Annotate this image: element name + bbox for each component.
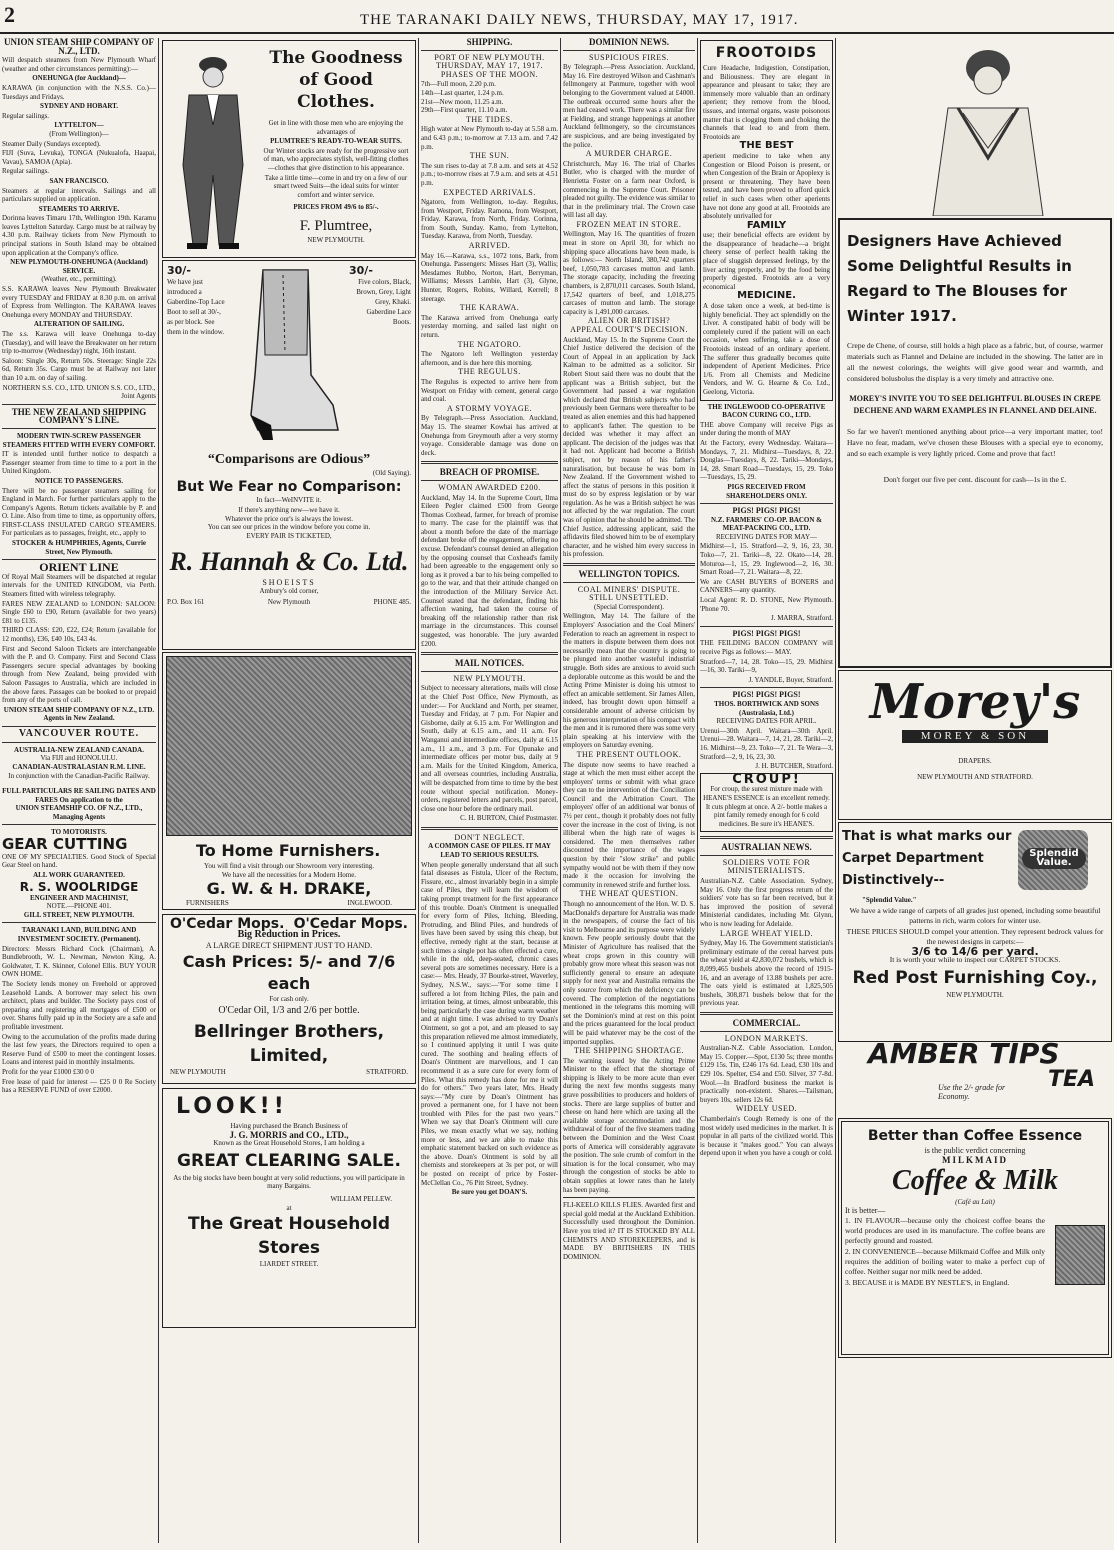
heading: ALTERATION OF SAILING. — [33, 320, 125, 329]
text: THESE PRICES SHOULD compel your attention. They represent bedrock values for the newest designs in carpets:— — [846, 926, 1104, 946]
heading: ORIENT LINE — [39, 560, 119, 575]
divider — [421, 480, 558, 481]
text: Though no announcement of the Hon. W. D. S. MacDonald's departure for Australia was made in the newspapers, of course the fact of his visit to Melbourne and its purpose were widely known. Few people seriously doubt that the Minister of Agriculture has realised that the wheat crops grown in this country will probably grow more wheat this season was not sufficiently general to ensure an adequate supply for next year and Australia remains the only source from which the deficiency can be covered. The completion of the negotiations mentioned in the telegrams this morning will set the Dominion's mind at rest on this point and the prices guaranteed for the local product will be paid whatever may be the cost of the imported supplies. — [563, 900, 695, 1046]
heading: THE KARAWA. — [459, 303, 520, 313]
column-shipping-ads — [2, 38, 156, 1546]
household-stores-ad — [162, 1088, 416, 1328]
ad-headline: O'Cedar Mops. — [170, 916, 285, 932]
text: aperient medicine to take when any Congestion or Blood Poison is present, or when Congestion of the Brain or Apoplexy is present or threatening. They have been tested, and have been proved to afford quick relief in such cases when other aperients have not done any good at all. Frootoids are absolutely unrivalled for — [703, 151, 830, 221]
ad-name: G. W. & H. DRAKE, — [206, 879, 372, 899]
text: EVERY PAIR IS TICKETED, — [246, 531, 332, 540]
heading: ALIEN OR BRITISH? — [587, 316, 671, 326]
text: A LARGE DIRECT SHIPMENT JUST TO HAND. — [205, 941, 373, 951]
text: We have just introduced a Gaberdine-Top Lace Boot to sell at 30/-, as per block. See them in the window. — [167, 277, 225, 336]
text: P.O. Box 161 — [167, 597, 205, 606]
croup-ad — [700, 773, 833, 833]
text: Will despatch steamers from New Plymouth Wharf (weather and other circumstances permitting):— — [2, 56, 156, 73]
ad-headline: O'Cedar Mops. — [293, 916, 408, 932]
heading: FROZEN MEAT IN STORE. — [576, 219, 682, 229]
heading: UNION STEAMSHIP CO. OF N.Z., LTD., Managing Agents — [15, 804, 143, 821]
price: 30/- — [167, 264, 191, 277]
heading: PIGS! PIGS! PIGS! — [732, 506, 801, 516]
section-title: MAIL NOTICES. — [454, 658, 525, 669]
text: (Special Correspondent). — [594, 602, 664, 611]
ad-headline: CROUP! — [732, 772, 801, 787]
text: The Ngatoro left Wellington yesterday afternoon, and is due here this morning. — [421, 350, 558, 367]
section-title: BREACH OF PROMISE. — [439, 467, 540, 478]
ad-headline: LOOK!! — [176, 1094, 288, 1119]
splendid-value-badge: Splendid Value. — [1022, 848, 1086, 869]
text: 1. IN FLAVOUR—because only the choicest coffee beans the world produces are used in its manufacture. The coffee beans are perfectly ground and roasted. — [845, 1216, 1045, 1246]
text: RECEIVING DATES FOR APRIL. — [716, 717, 817, 726]
text: Five colors, Black, Brown, Grey, Light Grey, Khaki. Gaberdine Lace Boots. — [356, 277, 411, 326]
text: Christchurch, May 16. The trial of Charles Butler, who is charged with the murder of Henrietta Foster on a farm near Oxford, is commencing in the Supreme Court. Prisoner pleaded not guilty. The evidence was similar to that in the preliminary trial. The Crown case will last all day. — [563, 159, 695, 220]
text: THIRD CLASS: £20, £22, £24; Return (available for 12 months), £36, £40 10s, £43 4s. — [2, 626, 156, 643]
text: S.S. KARAWA leaves New Plymouth Breakwater every TUESDAY and FRIDAY at 8.30 p.m. on arrival of Express from Wellington. The KARAWA leaves Onehunga every MONDAY and THURSDAY. — [2, 285, 156, 319]
text: NEW PLYMOUTH AND STRATFORD. — [917, 773, 1033, 782]
section-title: AUSTRALIAN NEWS. — [721, 842, 812, 853]
text: KARAWA (in conjunction with the N.S.S. Co.)—Tuesdays and Fridays. — [2, 83, 156, 101]
section-title: WELLINGTON TOPICS. — [578, 569, 680, 580]
text: Local Agent: R. D. STONE, New Plymouth. 'Phone 70. — [700, 596, 833, 613]
coffee-milk-logo: Coffee & Milk — [892, 1165, 1058, 1197]
ad-headline: FROOTOIDS — [715, 45, 818, 61]
plumtree-ad — [162, 40, 416, 258]
text: NEW PLYMOUTH. — [946, 990, 1004, 999]
text: MILKMAID — [942, 1154, 1008, 1165]
text: Wellington, May 14. The failure of the Employers' Association and the Coal Miners' Federation to reach an agreement in respect to the matters in dispute between them does not necessarily mean that the country is going to be plunged into another wasteful industrial struggle. Both sides are anxious to avoid such a deplorable outcome as this would be and the Acting Prime Minister is doing his utmost to effect an amicable settlement. Sir James Allen, indeed, has brought down upon himself a considerable amount of adverse criticism by his generous interpretation of his compact with the men and it is rumored there was some very plain speaking at his interview with the employers on Saturday evening. — [563, 612, 695, 750]
heading: AUSTRALIA-NEW ZEALAND CANADA. — [14, 745, 144, 754]
text: (From Wellington)— — [49, 129, 109, 138]
text: NOTE.—PHONE 401. — [46, 902, 112, 911]
text: 7th—Full moon, 2.20 p.m. 14th—Last quarter, 1.24 p.m. 21st—New moon, 11.25 a.m. 29th—First quarter, 11.10 a.m. — [421, 80, 508, 115]
woman-blouse-illustration — [838, 38, 1112, 216]
text: 3. BECAUSE it is MADE BY NESTLE'S, in England. — [845, 1278, 1010, 1288]
divider — [421, 50, 558, 51]
text: We are CASH BUYERS of BONERS and CANNERS—any quantity. — [700, 577, 833, 595]
divider — [2, 428, 156, 429]
divider — [421, 461, 558, 464]
text: The Karawa arrived from Onehunga early yesterday morning, and sailed last night on return. — [421, 313, 558, 339]
text: It is better— — [845, 1205, 886, 1215]
heading: UNION STEAM SHIP COMPANY OF N.Z., LTD. — [3, 38, 154, 56]
heading: EXPECTED ARRIVALS. — [443, 187, 536, 197]
text: Free lease of paid for interest — £25 0 0 Re Society has a RESERVE FUND of over £2000. — [2, 1077, 156, 1095]
text: STRATFORD. — [366, 1067, 408, 1076]
column-advertisements — [162, 38, 416, 1546]
text: High water at New Plymouth to-day at 5.58 a.m. and 6.43 p.m.; to-morrow at 7.13 a.m. and 7.42 p.m. — [421, 125, 558, 151]
text: Ambury's old corner, — [259, 587, 319, 596]
divider — [700, 687, 833, 688]
heading: PIGS! PIGS! PIGS! — [732, 628, 801, 638]
moreys-logo: Morey's — [869, 674, 1081, 730]
heading: WOMAN AWARDED £200. — [438, 482, 541, 492]
text: Urenui—30th April. Waitara—30th April. Urenui—28. Waitara—7, 14, 21, 28. Tariki—2, 16. Midhirst—9, 23. Toko—7, 21. Te Wera—3, Stratford—2, 9, 16, 23, 30. — [700, 726, 833, 761]
text: In conjunction with the Canadian-Pacific Railway. — [8, 772, 150, 781]
text: The Regulus is expected to arrive here from Westport on Friday with cement, general cargo and coal. — [421, 377, 558, 404]
text: Known as the Great Household Stores, I am holding a — [213, 1139, 365, 1148]
text: RECEIVING DATES FOR MAY— — [715, 532, 818, 541]
ad-headline: GREAT CLEARING SALE. — [177, 1150, 401, 1171]
heading: THE SHIPPING SHORTAGE. — [573, 1046, 685, 1056]
text: The warning issued by the Acting Prime Minister to the effect that the shortage of shipping is likely to be more acute than ever during the next few months suggests many grave possibilities to producers and holders of stocks. There are large supplies of butter and cheese on hand here which are taxing all the available storage accommodation and the withdrawal of four of the five steamers trading between the Dominion and the West Coast ports of America will considerably aggravate the position. The sole crumb of comfort in the situation is for the local consumer, who may through the congestion of stocks be able to obtain supplies at lower rates than he lately has been paying. — [563, 1056, 695, 1194]
hannah-logo: R. Hannah & Co. Ltd. — [169, 546, 409, 576]
heading: ENGINEER AND MACHINIST, — [29, 893, 129, 902]
text: Auckland, May 14. In the Supreme Court, Ilma Eileen Pegler claimed £500 from George Thomas Coxhead, farmer, for breach of promise to marry. The case for the plaintiff was that about a month before the date of the marriage defendant broke off the engagement, offering no excuse. Defendant's counsel denied an allegation by the opposing counsel that Coxhead's family had been agreeable to the engagement only so long as it proved a bar to his being compelled to go to the war, and that their attitude changed on the introduction of the Military Service Act. Counsel stated that the defendant, finding his affection waning, had taken the course of breaking off the relationship rather than risk marriage in the circumstances. This counsel suggested, was honorable. The jury awarded £200. — [421, 493, 558, 648]
text: Saloon: Single 30s, Return 50s. Steerage: Single 22s 6d, Return 35s. Cargo must be at Railway not later than 10 a.m. on day of sailing. — [2, 356, 156, 382]
red-post-carpet-ad — [838, 822, 1112, 1042]
heading: GEAR CUTTING — [2, 834, 128, 853]
heading: PIGS RECEIVED FROM SHAREHOLDERS ONLY. — [726, 482, 807, 500]
ocedar-ad — [162, 914, 416, 1084]
heading: THE NEW ZEALAND SHIPPING COMPANY'S LINE. — [11, 406, 147, 426]
heading: CANADIAN-AUSTRALASIAN R.M. LINE. — [12, 762, 146, 771]
heading: THE NGATORO. — [457, 339, 522, 349]
text: You can see our prices in the window before you come in. — [207, 523, 371, 532]
ad-headline: To Home Furnishers. — [196, 841, 381, 860]
text: Dorinna leaves Timaru 17th, Wellington 19th. Karamu leaves Lyttelton Saturday. Cargo must be at railway by 4.30 p.m. Railway tickets from New Plymouth to principal stations in South Island may be obtained upon application at the Company's office. — [2, 214, 156, 257]
ad-headline: Better than Coffee Essence — [867, 1128, 1083, 1144]
column-shipping — [421, 38, 558, 1546]
text: Having purchased the Branch Business of — [230, 1122, 348, 1130]
text: Via FIJI and HONOLULU. — [40, 754, 118, 763]
section-title: DOMINION NEWS. — [588, 38, 669, 47]
column-rule — [697, 38, 698, 1543]
heading: PHASES OF THE MOON. — [440, 69, 539, 79]
text: NEW PLYMOUTH — [170, 1067, 226, 1076]
text: (Weather, etc., permitting). — [41, 275, 117, 284]
page-number: 2 — [4, 2, 15, 27]
blouse-illustration-area — [838, 38, 1112, 216]
text: Australian-N.Z. Cable Association. Sydney, May 16. Only the first progress return of the soldiers' vote has so far been received, but it has improved the position of several Ministerial candidates, including Mr. Glynn, who is now leading for Adelaide. — [700, 877, 833, 929]
section-title: SHIPPING. — [466, 38, 513, 47]
price: 30/- — [349, 264, 373, 277]
moreys-banner: MOREY & SON — [902, 730, 1048, 743]
carpet-roll-illustration — [1012, 826, 1102, 896]
text: The sun rises to-day at 7.8 a.m. and sets at 4.52 p.m.; to-morrow rises at 7.9 a.m. and sets at 4.51 p.m. — [421, 161, 558, 187]
heading: STILL UNSETTLED. — [589, 593, 669, 603]
text: In fact—WeINVITE it. — [256, 495, 322, 504]
text: By Telegraph.—Press Association. Auckland, May 15. The steamer Kowhai has arrived at Onehunga from Greymouth after a very stormy voyage. Considerable damage was done on deck. — [421, 414, 558, 457]
text: THE above Company will receive Pigs as under during the month of MAY — [700, 420, 833, 438]
heading: THE SUN. — [469, 151, 510, 161]
text: For cash only. — [269, 994, 309, 1003]
text: FARES NEW ZEALAND to LONDON: SALOON: Single £60 to £90, Return (available for two years) £81 to £135. — [2, 599, 156, 625]
heading: SAN FRANCISCO. — [49, 176, 109, 185]
heading: DON'T NEGLECT. — [454, 832, 525, 842]
tea-logo: TEA — [1048, 1067, 1096, 1092]
heading: A COMMON CASE OF PILES. IT MAY LEAD TO SERIOUS RESULTS. — [428, 842, 551, 860]
text: The s.s. Karawa will leave Onehunga to-day (Tuesday), and will leave the Breakwater on her return trip to-morrow (Wednesday) night, 16th instant. — [2, 330, 156, 356]
heading: A MURDER CHARGE. — [585, 149, 673, 159]
heading: SUSPICIOUS FIRES. — [588, 52, 670, 62]
heading: COAL MINERS' DISPUTE. — [577, 584, 681, 594]
heading: MOREY'S INVITE YOU TO SEE DELIGHTFUL BLOUSES IN CREPE DECHENE AND WARM EXAMPLES IN FLANNEL AND DELAINE. — [849, 394, 1101, 415]
heading: WIDELY USED. — [735, 1104, 798, 1114]
heading: PORT OF NEW PLYMOUTH. — [434, 52, 545, 62]
heading: N.Z. FARMERS' CO-OP. BACON & MEAT-PACKING CO., LTD. — [710, 515, 823, 533]
heading: ALL WORK GUARANTEED. — [33, 871, 125, 880]
text: LIARDET STREET. — [259, 1260, 319, 1269]
text: Midhirst—1, 15. Stratford—2, 9, 16, 23, 30. Toko—7, 21. Tariki—8, 22. Okato—14, 28. Moturoa—1, 15, 29. Inglewood—2, 16, 30. Smart Road—7, 21. Waitara—8, 22. — [700, 542, 833, 577]
text: (Old Saying). — [372, 469, 411, 477]
column-rule — [560, 38, 561, 1543]
column-rule — [835, 38, 836, 1543]
text: SHOEISTS — [262, 577, 316, 587]
heading: LARGE WHEAT YIELD. — [719, 928, 814, 938]
heading: MODERN TWIN-SCREW PASSENGER STEAMERS FITTED WITH EVERY COMFORT. — [2, 431, 156, 449]
text: Use the 2/- grade for Economy. — [938, 1083, 1006, 1101]
heading: TARANAKI LAND, BUILDING AND INVESTMENT SOCIETY. (Permanent). — [17, 926, 141, 944]
section-title: COMMERCIAL. — [732, 1017, 801, 1028]
text: INGLEWOOD. — [347, 899, 392, 908]
moreys-blouses-ad — [838, 218, 1112, 668]
text: DRAPERS. — [958, 756, 992, 765]
text: We have a wide range of carpets of all grades just opened, including some beautiful patterns in rich, warm colors for winter use. — [849, 905, 1101, 925]
text: Steamer Daily (Sundays excepted). — [2, 139, 101, 148]
divider — [421, 652, 558, 655]
heading: R. S. WOOLRIDGE — [19, 879, 139, 894]
heading: FAMILY — [746, 219, 787, 231]
text: Wellington, May 16. The quantities of frozen meat in store on April 30, for which no shipping space allocations have been made, is as follows:— North Island, 380,742 quarters beef, 1,050,783 carcases mutton and lamb. The storage capacity, including the freezing chambers, is 2,870,011 carcases. South Island, 17,542 quarters of beef, and 1,018,275 carcases of mutton and lamb. The storage capacity is 1,491,000 carcases. — [563, 230, 695, 316]
text: Subject to necessary alterations, mails will close at the Chief Post Office, New Plymouth, as under:— For Auckland and North, per steamer, Tuesday and Friday, at 7 p.m. For Napier and Gisborne, daily at 6.15 a.m. For Wellington and South, daily at 6.15 a.m., and 11 a.m. For Wanganui and intermediate offices, daily at 6.15 a.m., 11 a.m., and 3 p.m. For Opunake and intermediate offices per motor bus, daily at 9 a.m. Mails for the United Kingdom, America, and all overseas countries, including Australia, will be despatched from time to time by the best route without special notification. Money-orders, registered letters and parcels, post parcel, close one hour before the ordinary mail. — [421, 684, 558, 813]
text: Don't forget our five per cent. discount for cash—1s in the £. — [883, 475, 1067, 484]
text: The Society lends money on Freehold or approved Leasehold Lands. A borrower may select his own architect, plans and builder. The Society pays cost of preparing and registering all mortgages of £500 or over. Shares fully paid up in the Society are a safe and profitable investment. — [2, 980, 156, 1031]
text: Regular sailings. — [2, 167, 50, 176]
text: Ngatoro, from Wellington, to-day. Regulus, from Westport, Friday. Ramona, from Westport, Friday. Karawa, from North, Friday. Corinna, from South, Sunday. Kamo, from Lyttelton, Tuesday. Karawa, from North, Tuesday. — [421, 198, 558, 241]
text: Sydney, May 16. The Government statistician's preliminary estimate of the cereal harvest puts the wheat yield at 42,830,072 bushels, which is 8,099,465 bushels above the record of 1915-16, and an average of 13.88 bushels per acre. The oats yield is estimated at 1,825,505 bushels, 308,871 bushels below that for the previous year. — [700, 939, 833, 1008]
text: If there's anything new—we have it. — [238, 506, 340, 515]
text: Chamberlain's Cough Remedy is one of the most widely used medicines in the market. It is popular in all parts of the civilized world. This is because it "makes good." You can always depend upon it when you have a cough or cold. — [700, 1114, 833, 1158]
heading: J. G. MORRIS and CO., LTD., — [229, 1129, 349, 1140]
amber-logo: AMBER TIPS — [868, 1037, 1060, 1070]
hannah-boot-ad — [162, 260, 416, 650]
column-frootoids-australian-news — [700, 38, 833, 1546]
column-dominion-news — [563, 38, 695, 1546]
text: Get in line with those men who are enjoying the advantages of — [268, 119, 404, 136]
text: ONE OF MY SPECIALTIES. Good Stock of Special Gear Steel on hand. — [2, 852, 156, 870]
heading: Big Reduction in Prices. — [237, 928, 341, 940]
text: Stratford—7, 14, 28. Toko—15, 29. Midhirst—16, 30. Tariki—9, — [700, 657, 833, 675]
heading: TO MOTORISTS. — [51, 828, 107, 837]
heading: THE REGULUS. — [458, 367, 521, 377]
text: First and Second Saloon Tickets are interchangeable with the P. and O. Company. First and Second Class Passengers secure special advantages by booking through from New Zealand, being provided with Saloon Passages to Australia, which are included in the above fares. Passages can be booked to or prepaid from any of the ports of call. — [2, 644, 156, 705]
price: 3/6 to 14/6 per yard. — [911, 944, 1039, 958]
text: use; their beneficial effects are evident by the disappearance of headache—a bright cheery sense of perfect health taking the place of sluggish depressed feelings, by the liver acting properly, and by the food being properly digested. Frootoids are a very economical — [703, 231, 830, 291]
heading: THURSDAY, MAY 17, 1917. — [436, 61, 543, 71]
divider — [563, 50, 695, 51]
divider — [700, 836, 833, 839]
text: at — [286, 1203, 292, 1212]
ad-name: The Great Household Stores — [188, 1214, 390, 1259]
masthead — [0, 0, 1114, 34]
text: Directors: Messrs Richard Cock (Chairman), A. Bundlebrooth, W. L. Newman, Newton King, A. Goldwater, T. K. Skinner, Colonel Ellis. BUY YOUR OWN HOME. — [2, 944, 156, 979]
text: WILLIAM PELLEW. — [330, 1194, 392, 1203]
heading: THE BEST — [739, 140, 794, 152]
boot-illustration — [233, 265, 343, 445]
text: PHONE 485. — [373, 597, 411, 606]
text: NORTHERN S.S. CO., LTD. UNION S.S. CO., LTD., — [2, 383, 156, 392]
text: O'Cedar Oil, 1/3 and 2/6 per bottle. — [218, 1005, 360, 1017]
text: J. YANDLE, Buyer, Stratford. — [748, 675, 833, 684]
heading: UNION STEAM SHIP COMPANY OF N.Z., LTD. Agents in New Zealand. — [3, 705, 155, 723]
heading: APPEAL COURT'S DECISION. — [570, 325, 688, 334]
text: May 16.—Karawa, s.s., 1072 tons, Bark, from Onehunga. Passengers: Misses Hart (3), Wallis; Mesdames Rubbo, Norton, Hart, Berryman, Williams; Messrs Lambie, Hart (3), Glyne, Hunter, Rogers, Robins, Willard, Kerrell; 8 steerage. — [421, 251, 558, 303]
divider — [700, 1012, 833, 1015]
drake-furnishers-ad — [162, 652, 416, 910]
moreys-logo-ad — [838, 670, 1112, 820]
heading: THOS. BORTHWICK AND SONS (Australasia, Ltd.) — [714, 699, 819, 717]
text: We have all the necessities for a Modern Home. — [221, 870, 357, 879]
heading: THE PRESENT OUTLOOK. — [576, 749, 682, 759]
text: By Telegraph.—Press Association. Auckland, May 16. Fire destroyed Wilson and Cashman's fellmongery at Panmure, together with wool belonging to the Government valued at £4000. The outbreak occurred some hours after the men had ceased work. There was a similar fire at Fielding, and strange happenings at another Auckland fellmongery, so the circumstances are suspicious, and are being investigated by the police. — [563, 63, 695, 149]
text: Australian-N.Z. Cable Association. London, May 15. Copper.—Spot, £130 5s; three months £129 15s. Tin, £246 17s 6d. Lead, £30 10s and £29 10s. Spelter, £54 and £50. Silver, 37 7-8d. Wool.—In Bradford business the market is practically non-existent. Shares.—Tailsman, buyers 10s, sellers 12s 6d. — [700, 1044, 833, 1104]
heading: NEW PLYMOUTH-ONEHUNGA (Auckland) SERVICE. — [10, 258, 148, 275]
ad-headline: Cash Prices: 5/- and 7/6 each — [182, 951, 396, 993]
text: Whatever the price our's is always the lowest. — [225, 514, 353, 523]
heading: LONDON MARKETS. — [724, 1033, 809, 1043]
text: A dose taken once a week, at bed-time is highly beneficial. They act splendidly on the Liver. A constipated habit of body will be completely cured if the patient will on each occasion, when suffering, take a dose of Frootoids instead of an ordinary aperient. The sufferer thus gradually becomes quite independent of Aperient Medicines. Price 1/6. From all Chemists and Medicine Vendors, and W. G. Hearne & Co. Ltd., Geelong, Victoria. — [703, 302, 830, 396]
text: You will find a visit through our Showroom very interesting. — [203, 862, 374, 870]
heading: NEW PLYMOUTH. — [453, 673, 526, 683]
amber-tips-tea-ad — [838, 1037, 1112, 1116]
divider — [2, 404, 156, 405]
divider — [563, 563, 695, 566]
divider — [421, 827, 558, 830]
divider — [563, 1197, 695, 1198]
ad-headline: That is what marks our Carpet Department Distinctively-- — [842, 829, 1012, 888]
divider — [700, 1031, 833, 1032]
text: Be sure you get DOAN'S. — [451, 1188, 528, 1197]
milkmaid-coffee-ad — [838, 1118, 1112, 1358]
heading: THE TIDES. — [465, 114, 514, 124]
showroom-illustration — [166, 656, 412, 836]
heading: ONEHUNGA (for Auckland)— — [32, 74, 126, 83]
text: When people generally understand that all such fatal diseases as Fistula, Ulcer of the Rectum, Fissure, etc., almost invariably begin in a simple case of Piles, they will learn the wisdom of taking prompt treatment for the first appearance of this trouble. Doan's Ointment is unequalled for every form of Piles, Itching, Bleeding, Protruding, and Blind Piles, and hundreds of lives have been saved by using this cheap, but effective, remedy right at the start, because at such times a single pot has often effected a cure, while in the old, deep-seated, chronic cases several pots are sometimes necessary. Here is a case:— Mrs. Heady, 37 Bourke-street, Waverley, Sydney, N.S.W., says:—"For some time I suffered a lot from Itching Piles, the pain and irritation being, at times, almost unbearable, this being particularly the case during warm weather and at night time. I was advised to try Doan's Ointment, so got a pot, and am pleased to say this preparation relieved me almost immediately, so I continued applying it until I was quite cured. The soothing and healing effects of Doan's Ointment are marvellous, and I can recommend it as a sure cure for every form of Piles. What this remedy has done for me it will do for others." Two years later, Mrs. Heady says:—"My cure by Doan's Ointment has proved a permanent one, for I have not been troubled with Piles for the past two years." When we say that Doan's Ointment will cure Piles, we mean exactly what we say, nothing more or less, and we are able to make this emphatic statement backed on such evidence as the above. Doan's Ointment is sold by all chemists and storekeepers at 3s per pot, or will be posted on receipt of price by Foster-McClellan Co., 76 Pitt Street, Sydney. — [421, 860, 558, 1187]
heading: NOTICE TO PASSENGERS. — [34, 476, 124, 485]
text: J. H. BUTCHER, Stratford. — [755, 762, 833, 771]
heading: STOCKER & HUMPHRIES, Agents, Currie Street, New Plymouth. — [11, 539, 147, 556]
ad-headline: Designers Have Achieved Some Delightful Results in Regard to The Blouses for Winter 1917. — [847, 232, 1072, 325]
heading: A STORMY VOYAGE. — [447, 403, 532, 413]
text: FURNISHERS — [186, 899, 229, 908]
text: There will be no passenger steamers sailing for England in March. For further particulars apply to the Company's Agents. Return tickets available by P. and O. Line. Also from time to time, as opportunity offers, FIRST-CLASS INSULATED CARGO STEAMERS. For particulars as to passages, freight, etc., apply to — [2, 486, 156, 538]
heading: GILL STREET, NEW PLYMOUTH. — [23, 910, 135, 919]
man-illustration — [167, 45, 259, 253]
text: THE FEILDING BACON COMPANY will receive Pigs as follows:— MAY. — [700, 639, 833, 656]
text: So far we haven't mentioned anything about price—a very important matter, too! Have no fear, madam, we've chosen these Blouses with a special eye to economy, and so each example is very lightly priced. Come and prove that fact! — [847, 427, 1103, 458]
column-rule — [158, 38, 159, 1543]
divider — [700, 503, 833, 504]
ad-headline: The Goodness of Good Clothes. — [269, 48, 403, 112]
column-display-ads — [838, 38, 1112, 1546]
divider — [421, 671, 558, 672]
milkmaid-tin-illustration — [1055, 1225, 1105, 1285]
text: Of Royal Mail Steamers will be dispatched at regular intervals for the UNITED KINGDOM, via Perth. Steamers fitted with wireless telegraphy. — [2, 572, 156, 599]
heading: LYTTELTON— — [54, 121, 104, 130]
heading: PLUMTREE'S READY-TO-WEAR SUITS. — [270, 137, 402, 146]
text: Joint Agents — [121, 392, 156, 401]
heading: PIGS! PIGS! PIGS! — [732, 690, 801, 700]
text: is the public verdict concerning — [924, 1146, 1026, 1155]
text: FLI-KEELO KILLS FLIES. Awarded first and special gold medal at the Auckland Exhibition. Successfully used throughout the Dominion. Have you tried it? IT IS STOCKED BY ALL CHEMISTS AND STOREKEEPERS, and is MADE BY BRITISHERS IN THIS DOMINION. — [563, 1201, 695, 1261]
divider — [2, 742, 156, 743]
text: J. MARRA, Stratford. — [770, 614, 833, 623]
divider — [2, 922, 156, 923]
heading: THE WHEAT QUESTION. — [579, 889, 679, 899]
text: Our Winter stocks are ready for the progressive sort of man, who appreciates stylish, well-fitting clothes—clothes that give distinction to his appearance. — [263, 146, 409, 172]
text: Auckland, May 15. In the Supreme Court the Chief Justice delivered the decision of the Court of Appeal in an application by Jack Kalman to be admitted as a solicitor. Sir Robert Stout said there was no doubt that the applicant was a British subject, but the Government had passed a war regulation which declared that British subjects who had previously been Germans were thereafter to be treated as alien enemies and this had happened to applicant's father. The question to be decided was whether it may affect an applicant. The decision of the judges was that it had not. Applicant had become a British subject, not by reason of his father's naturalisation, but because he was born in New Zealand. If the Government wished to affect the status of persons in this position it must do so by express legislation or by war regulation. As he was a British subject he was not affected by the war regulation. The court was of opinion that he should be admitted. The Chief Justice, addressing applicant, said the affidavits filed showed him to be of exemplary character, and he wished him every success in his profession. — [563, 335, 695, 559]
text: (Café au Lait) — [955, 1198, 995, 1207]
text: For croup, the surest mixture made with HEANE'S ESSENCE is an excellent remedy. It cuts phlegm at once. A 2/- bottle makes a pint family remedy enough for 6 cold medicines. Be sure it's HEANE'S. — [703, 785, 830, 828]
text: IT is intended until further notice to despatch a Passenger steamer from time to time to a port in the United Kingdom. — [2, 450, 156, 476]
ad-headline: “Comparisons are Odious” — [207, 452, 371, 467]
text: Cure Headache, Indigestion, Constipation, and Biliousness. They are elegant in appearance and pleasant to take; they are immensely more valuable than an ordinary aperient; they remove from the blood, tissues, and internal organs, waste poisonous matter that is clogging them and choking the channels that lead to and from them. Frootoids are — [703, 64, 830, 141]
text: Owing to the accumulation of the profits made during the last few years, the Directors required to open a Reserve Fund of £500 to meet the contingent losses. Loans and interest paid in monthly instalments. — [2, 1032, 156, 1067]
text: NEW PLYMOUTH. — [307, 235, 365, 244]
text: Steamers at regular intervals. Sailings and all particulars supplied on application. — [2, 186, 156, 204]
divider — [2, 824, 156, 825]
ad-name: F. Plumtree, — [299, 217, 373, 234]
heading: SOLDIERS VOTE FOR MINISTERIALISTS. — [722, 857, 811, 876]
text: Take a little time—come in and try on a few of our smart tweed Suits—the ideal suits for winter comfort and winter service. — [264, 173, 408, 199]
heading: FULL PARTICULARS RE SAILING DATES AND FARES On application to the — [2, 786, 156, 804]
heading: STEAMERS TO ARRIVE. — [38, 204, 120, 213]
text: C. H. BURTON, Chief Postmaster. — [460, 814, 558, 823]
frootoids-ad — [700, 40, 833, 401]
heading: PRICES FROM 49/6 to 85/-. — [293, 203, 379, 212]
heading: ARRIVED. — [468, 241, 511, 251]
column-rule — [418, 38, 419, 1543]
text: Profit for the year £1000 £30 0 0 — [2, 1067, 94, 1076]
divider — [2, 726, 156, 727]
heading: THE INGLEWOOD CO-OPERATIVE BACON CURING CO., LTD. — [707, 402, 826, 420]
divider — [563, 582, 695, 583]
newspaper-title: THE TARANAKI DAILY NEWS, THURSDAY, MAY 17, 1917. — [360, 12, 799, 28]
heading: SYDNEY AND HOBART. — [39, 102, 119, 111]
divider — [700, 626, 833, 627]
text: It is worth your while to inspect our CARPET STOCKS. — [889, 955, 1061, 965]
text: At the Factory, every Wednesday. Waitara—Mondays, 7, 21. Midhirst—Tuesdays, 8, 22. Douglas—Tuesdays, 8, 22. Tariki—Mondays, 14, 28. Smart Road—Tuesdays, 15, 29. Toko—Tuesdays, 15, 29. — [700, 438, 833, 482]
text: "Splendid Value." — [862, 896, 917, 904]
text: New Plymouth — [267, 597, 311, 606]
text: FIJI (Suva, Levuka), TONGA (Nukualofa, Haapai, Vavau), SAMOA (Apia). — [2, 149, 156, 166]
text: Regular sailings. — [2, 111, 50, 120]
ad-headline: But We Fear no Comparison: — [176, 478, 402, 495]
text: 2. IN CONVENIENCE—because Milkmaid Coffee and Milk only requires the addition of boiling water to make a perfect cup of coffee. Neither sugar nor milk need be added. — [845, 1247, 1045, 1277]
text: Crepe de Chene, of course, still holds a high place as a fabric, but, of course, warmer materials such as Flannel and Delaine are included in the showing. The latter are in all the newest colorings, the weights will give good wear and warmth, and considered bolusbolus the display is a very timely and attractive one. — [847, 341, 1103, 383]
divider — [700, 855, 833, 856]
text: The dispute now seems to have reached a stage at which the men must either accept the employers' terms or submit with what grace they can to the intervention of the Conciliation Council and the Arbitration Court. The employers' offer of an additional war bonus of 7½ per cent., though it probably does not fully cover the increase in the cost of living, is not illiberal when the high rate of wages is considered. The men themselves rather discounted the importance of the wages question by their "slow strike" and public sympathy would not be with them if they now made it the occasion for involving the community in renewed strife and further loss. — [563, 760, 695, 889]
text: As the big stocks have been bought at very solid reductions, you will participate in many Bargains. — [173, 1173, 405, 1191]
heading: MEDICINE. — [737, 290, 796, 302]
heading: VANCOUVER ROUTE. — [18, 727, 140, 739]
ad-name: Red Post Furnishing Coy., — [852, 967, 1098, 988]
ad-name: Bellringer Brothers, Limited, — [193, 1021, 385, 1066]
